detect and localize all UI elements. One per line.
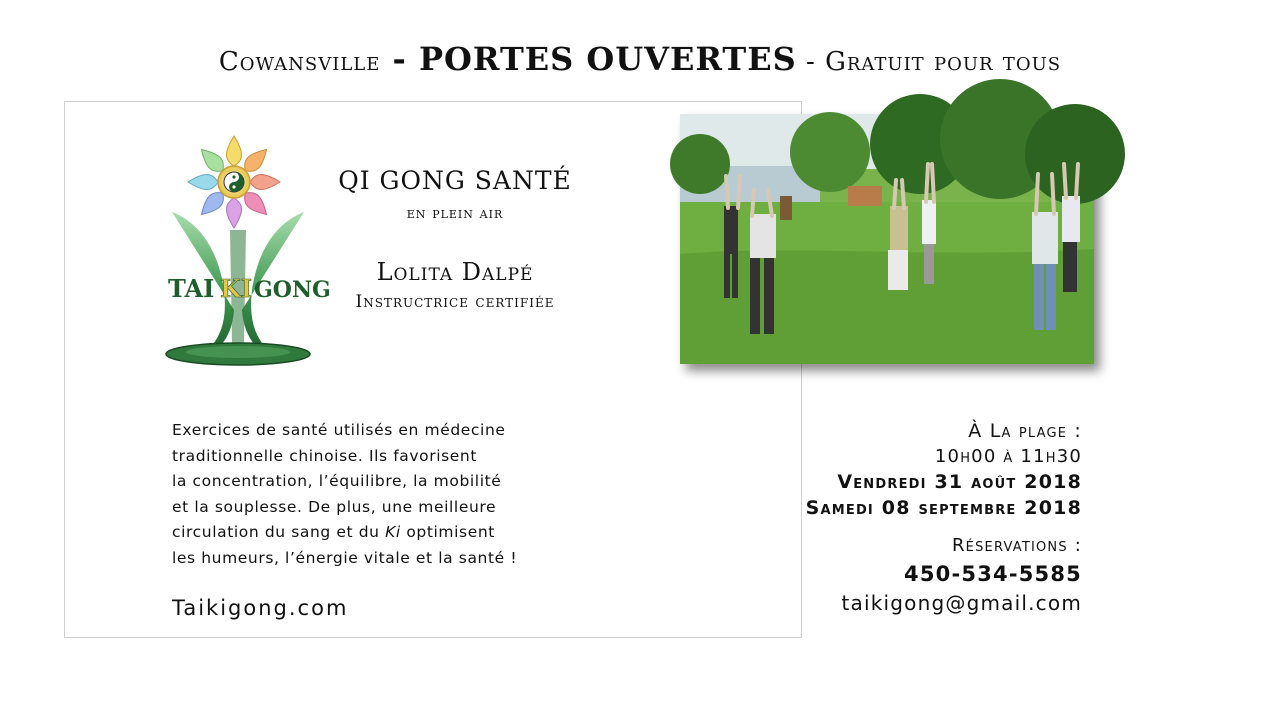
description-line: la concentration, l’équilibre, la mobilité (172, 472, 502, 491)
website-link[interactable]: Taikigong.com (172, 596, 349, 620)
headline-offer: Gratuit pour tous (825, 47, 1062, 77)
headline-separator: - (380, 40, 419, 78)
description (172, 418, 572, 572)
location-label: À La plage : (968, 420, 1082, 442)
taikigong-logo (158, 130, 331, 370)
reservations-label: Réservations : (951, 535, 1082, 556)
logo-text-gong: GONG (254, 277, 331, 303)
headline (0, 40, 1280, 78)
description-line: et la souplesse. De plus, une meilleure (172, 497, 497, 516)
headline-town: Cowansville (218, 47, 381, 77)
ki-term: Ki (385, 523, 401, 542)
session-date: Vendredi 31 août 2018 (837, 471, 1082, 493)
description-line: circulation du sang et du Ki optimisent (172, 523, 495, 542)
headline-event: PORTES OUVERTES (418, 40, 797, 78)
session-hours: 10h00 à 11h30 (934, 446, 1082, 467)
schedule (662, 418, 1082, 617)
session-date: Samedi 08 septembre 2018 (805, 497, 1082, 519)
logo-text-tai: TAI (168, 274, 215, 303)
description-line: traditionnelle chinoise. Ils favorisent (172, 446, 478, 465)
headline-separator: - (796, 47, 826, 77)
email-address[interactable]: taikigong@gmail.com (841, 591, 1082, 615)
phone-number[interactable]: 450-534-5585 (904, 562, 1082, 586)
lotus-flower-icon (188, 136, 280, 228)
instructor-role: Instructrice certifiée (355, 292, 555, 312)
course-subtitle: en plein air (406, 204, 504, 222)
instructor-name: Lolita Dalpé (376, 258, 534, 286)
logo-text-ki: KI (220, 274, 253, 303)
description-line: Exercices de santé utilisés en médecine (172, 421, 506, 439)
description-line: les humeurs, l’énergie vitale et la santé ! (172, 548, 518, 567)
course-title: QI GONG SANTÉ (338, 166, 572, 195)
park-photo (680, 114, 1094, 364)
